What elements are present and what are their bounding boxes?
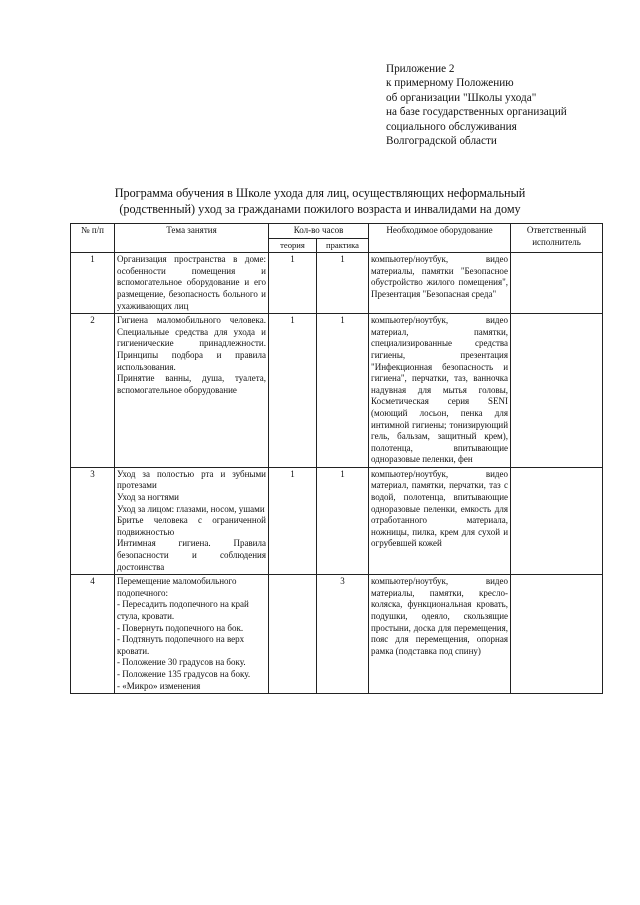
header-responsible: Ответственный исполнитель [511, 224, 603, 253]
cell-responsible [511, 253, 603, 314]
topic-line: Гигиена маломобильного человека. Специальные средства для ухода и гигиенические принадлежности. Принципы подбора и правила использования. [117, 315, 266, 372]
topic-line: Принятие ванны, душа, туалета, вспомогательное оборудование [117, 373, 266, 395]
header-num: № п/п [71, 224, 115, 253]
table-row [71, 314, 603, 468]
appendix-line: к примерному Положению [386, 77, 514, 90]
title-line-2: (родственный) уход за гражданами пожилого возраста и инвалидами на дому [119, 201, 521, 216]
topic-line: - Повернуть подопечного на бок. [117, 622, 244, 633]
program-table [70, 223, 603, 694]
header-topic: Тема занятия [115, 224, 269, 253]
cell-equipment: компьютер/ноутбук, видео материал, памятки, перчатки, таз с водой, полотенца, впитывающие одноразовые пеленки, емкость для отработанного материала, ножницы, пилка, крем для сухой и огрубевшей кожей [369, 467, 511, 574]
title-line-1: Программа обучения в Школе ухода для лиц, осуществляющих неформальный [114, 186, 526, 200]
header-theory: теория [269, 238, 317, 253]
topic-line: - Положение 135 градусов на боку. [117, 668, 251, 679]
cell-practice: 1 [317, 467, 369, 574]
cell-topic [115, 314, 269, 468]
topic-line: Уход за лицом: глазами, носом, ушами [117, 503, 265, 514]
cell-num: 1 [71, 253, 115, 314]
topic-line: Организация пространства в доме: особенности помещения и вспомогательное оборудование и его размещение, безопасность больного и ухаживающих лиц [117, 254, 266, 311]
topic-line: - «Микро» изменения [117, 680, 201, 691]
cell-practice: 3 [317, 575, 369, 694]
cell-equipment: компьютер/ноутбук, видео материал, памятки, специализированные средства гигиены, презентация "Инфекционная безопасность и гигиена", перчатки, таз, ванночка надувная для мытья головы, Косметическая серия SENI (моющий лосьон, пенка для интимной гигиены; тонизирующий гель, бальзам, защитный крем), полотенца, впитывающие одноразовые пеленки, фен [369, 314, 511, 468]
cell-num: 3 [71, 467, 115, 574]
header-practice: практика [317, 238, 369, 253]
topic-line: - Положение 30 градусов на боку. [117, 657, 246, 668]
cell-responsible [511, 467, 603, 574]
cell-theory: 1 [269, 314, 317, 468]
topic-line: Бритье человека с ограниченной подвижностью [117, 515, 266, 537]
cell-responsible [511, 575, 603, 694]
appendix-block [386, 62, 626, 148]
cell-num: 4 [71, 575, 115, 694]
table-row [71, 575, 603, 694]
cell-theory [269, 575, 317, 694]
topic-line: Перемещение маломобильного подопечного: [117, 576, 237, 598]
table-header-row [71, 224, 603, 239]
appendix-line: Волгоградской области [386, 135, 497, 148]
cell-equipment: компьютер/ноутбук, видео материалы, памятки, кресло-коляска, функциональная кровать, подушки, одеяло, скользящие простыни, доска для перемещения, пояс для перемещения, опорная рамка (подставка под спину) [369, 575, 511, 694]
topic-line: - Подтянуть подопечного на верх кровати. [117, 634, 245, 656]
cell-theory: 1 [269, 253, 317, 314]
cell-num: 2 [71, 314, 115, 468]
cell-practice: 1 [317, 253, 369, 314]
topic-line: - Пересадить подопечного на край стула, кровати. [117, 599, 249, 621]
header-equipment: Необходимое оборудование [369, 224, 511, 253]
topic-line: Интимная гигиена. Правила безопасности и соблюдения достоинства [117, 538, 266, 572]
topic-line: Уход за ногтями [117, 492, 179, 503]
topic-line: Уход за полостью рта и зубными протезами [117, 468, 266, 491]
appendix-line: об организации "Школы ухода" [386, 91, 537, 104]
cell-responsible [511, 314, 603, 468]
appendix-line: Приложение 2 [386, 63, 455, 75]
cell-topic [115, 253, 269, 314]
table-row [71, 253, 603, 314]
cell-topic [115, 575, 269, 694]
cell-theory: 1 [269, 467, 317, 574]
cell-practice: 1 [317, 314, 369, 468]
table-row [71, 467, 603, 574]
appendix-line: социального обслуживания [386, 120, 517, 133]
cell-equipment: компьютер/ноутбук, видео материалы, памятки "Безопасное обустройство жилого помещения", Презентация "Безопасная среда" [369, 253, 511, 314]
header-hours: Кол-во часов [269, 224, 369, 239]
cell-topic [115, 467, 269, 574]
document-title [60, 186, 580, 217]
appendix-line: на базе государственных организаций [386, 106, 567, 119]
